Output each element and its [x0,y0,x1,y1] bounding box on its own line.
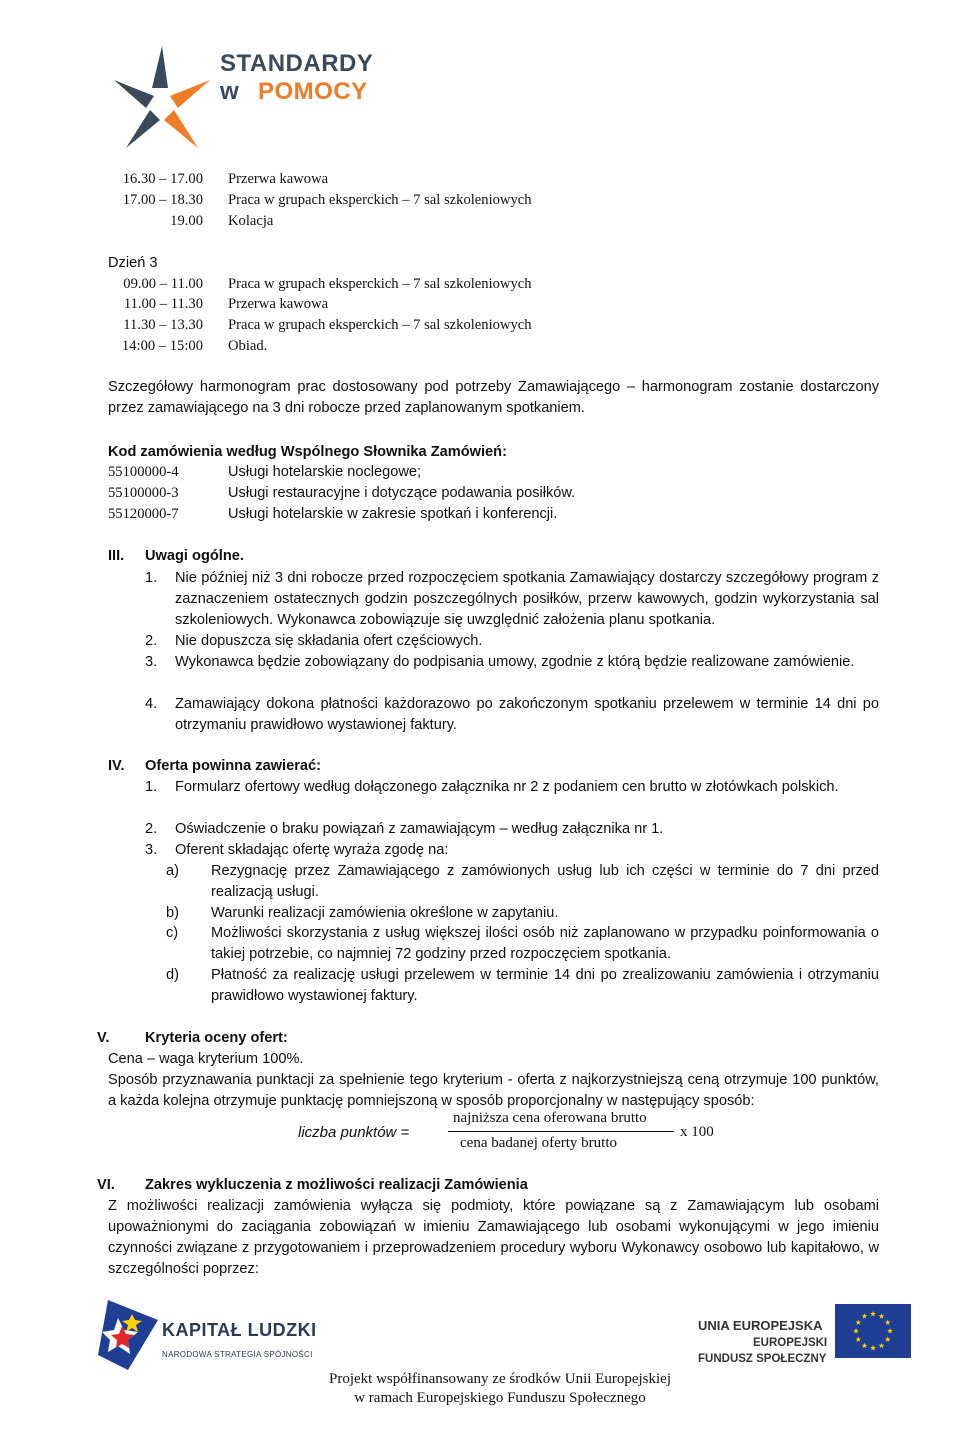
cpv-desc: Usługi hotelarskie noclegowe; [228,464,422,480]
list-item-text: Formularz ofertowy według dołączonego załącznika nr 2 z podaniem cen brutto w złotówkach polskich. [175,779,839,795]
sublist-item-text: Możliwości skorzystania z usług większej ilości osób niż zaplanowano w przypadku poinformowania o takiej potrzebie, co najmniej 72 godziny przed rozpoczęciem spotkania. [211,925,879,962]
schedule-desc: Praca w grupach eksperckich – 7 sal szkoleniowych [228,276,532,292]
list-number: 2. [145,633,158,649]
formula-fraction-bar [448,1131,674,1132]
sublist-letter: b) [166,905,179,921]
section-6-title: Zakres wykluczenia z możliwości realizacji Zamówienia [145,1177,528,1193]
list-number: 1. [145,570,158,586]
scoring-paragraph: Sposób przyznawania punktacji za spełnienie tego kryterium - oferta z najkorzystniejszą ceną otrzymuje 100 punktów, a każda kolejna otrzymuje punktację pomniejszoną w sposób proporcjonalny w następujący sposób: [108,1072,879,1109]
section-3-title: Uwagi ogólne. [145,548,244,564]
ue-title: UNIA EUROPEJSKA [698,1318,823,1333]
schedule-time: 19.00 [170,213,203,229]
exclusion-paragraph: Z możliwości realizacji zamówienia wyłącza się podmioty, które powiązane są z Zamawiającym lub osobami upoważnionymi do zaciągania zobowiązań w imieniu Zamawiającego lub osobami wykonującymi w jego imieniu czynności związane z przygotowaniem i przeprowadzeniem procedury wyboru Wykonawcy osobowo lub kapitałowo, w szczególności poprzez: [108,1198,879,1277]
schedule-time: 09.00 – 11.00 [123,276,203,292]
formula-multiplier: x 100 [680,1124,714,1140]
list-number: 1. [145,779,158,795]
kapital-ludzki-logo-icon [98,1300,158,1370]
section-6-numeral: VI. [97,1177,115,1193]
section-5-numeral: V. [97,1030,110,1046]
sublist-item-text: Rezygnację przez Zamawiającego z zamówionych usług lub ich części w terminie do 7 dni przed realizacją usługi. [211,863,879,900]
ue-subtitle-2: FUNDUSZ SPOŁECZNY [698,1353,827,1365]
cpv-code: 55100000-4 [108,464,179,480]
list-item-text: Wykonawca będzie zobowiązany do podpisania umowy, zgodnie z którą będzie realizowane zamówienie. [175,654,855,670]
formula-numerator: najniższa cena oferowana brutto [453,1110,647,1126]
schedule-desc: Praca w grupach eksperckich – 7 sal szkoleniowych [228,317,532,333]
schedule-time: 17.00 – 18.30 [122,192,203,208]
day-3-title: Dzień 3 [108,255,158,271]
list-item-text: Oferent składając ofertę wyraża zgodę na: [175,842,449,858]
sublist-item-text: Płatność za realizację usługi przelewem w terminie 14 dni po zrealizowaniu zamówienia i otrzymaniu prawidłowo wystawionej faktury. [211,967,879,1004]
list-item-text: Oświadczenie o braku powiązań z zamawiającym – według załącznika nr 1. [175,821,664,837]
logo-title-pomocy: POMOCY [258,78,368,105]
list-item-text: Nie dopuszcza się składania ofert częściowych. [175,633,483,649]
criterion-line: Cena – waga kryterium 100%. [108,1051,304,1067]
eu-flag-icon [835,1304,911,1358]
ue-subtitle-1: EUROPEJSKI [753,1337,828,1349]
section-4-numeral: IV. [108,758,125,774]
schedule-time: 11.30 – 13.30 [123,317,203,333]
logo-title-standardy: STANDARDY [220,50,374,77]
schedule-time: 16.30 – 17.00 [122,171,203,187]
schedule-desc: Obiad. [228,338,268,354]
sublist-letter: d) [166,967,179,983]
section-5-title: Kryteria oceny ofert: [145,1030,288,1046]
schedule-desc: Kolacja [228,213,274,229]
list-number: 4. [145,696,158,712]
cpv-title: Kod zamówienia według Wspólnego Słownika Zamówień: [108,444,507,460]
schedule-desc: Przerwa kawowa [228,296,329,312]
schedule-desc: Praca w grupach eksperckich – 7 sal szkoleniowych [228,192,532,208]
footer-line-2: w ramach Europejskiego Funduszu Społecznego [354,1390,646,1406]
list-number: 2. [145,821,158,837]
list-item-text: Zamawiający dokona płatności każdorazowo po zakończonym spotkaniu przelewem w terminie 14 dni po otrzymaniu prawidłowo wystawionej faktury. [175,696,879,733]
kapital-ludzki-subtitle: NARODOWA STRATEGIA SPÓJNOŚCI [162,1350,313,1359]
sublist-item-text: Warunki realizacji zamówienia określone w zapytaniu. [211,905,559,921]
list-number: 3. [145,654,158,670]
list-item-text: Nie później niż 3 dni robocze przed rozpoczęciem spotkania Zamawiający dostarczy szczegółowy program z zaznaczeniem ostatecznych godzin poszczególnych posiłków, przerw kawowych, godzin wykorzystania sal szkoleniowych. Wykonawca zobowiązuje się uwzględnić założenia planu spotkania. [175,570,879,628]
section-3-numeral: III. [108,548,125,564]
standardy-logo-icon [106,44,218,156]
schedule-time: 11.00 – 11.30 [123,296,203,312]
harmonogram-note: Szczegółowy harmonogram prac dostosowany pod potrzeby Zamawiającego – harmonogram zostanie dostarczony przez zamawiającego na 3 dni robocze przed zaplanowanym spotkaniem. [108,379,879,416]
cpv-code: 55100000-3 [108,485,179,501]
schedule-time: 14:00 – 15:00 [121,338,203,354]
formula-lhs: liczba punktów = [298,1124,410,1141]
cpv-code: 55120000-7 [108,506,179,522]
schedule-desc: Przerwa kawowa [228,171,329,187]
formula-denominator: cena badanej oferty brutto [460,1135,618,1151]
footer-line-1: Projekt współfinansowany ze środków Unii Europejskiej [328,1371,672,1387]
kapital-ludzki-title: KAPITAŁ LUDZKI [162,1320,317,1340]
footer-cofinancing-text [260,1370,740,1408]
cpv-desc: Usługi hotelarskie w zakresie spotkań i konferencji. [228,506,558,522]
logo-title-w: w [220,78,239,105]
cpv-desc: Usługi restauracyjne i dotyczące podawania posiłków. [228,485,576,501]
list-number: 3. [145,842,158,858]
sublist-letter: a) [166,863,179,879]
section-4-title: Oferta powinna zawierać: [145,758,321,774]
sublist-letter: c) [166,925,179,941]
